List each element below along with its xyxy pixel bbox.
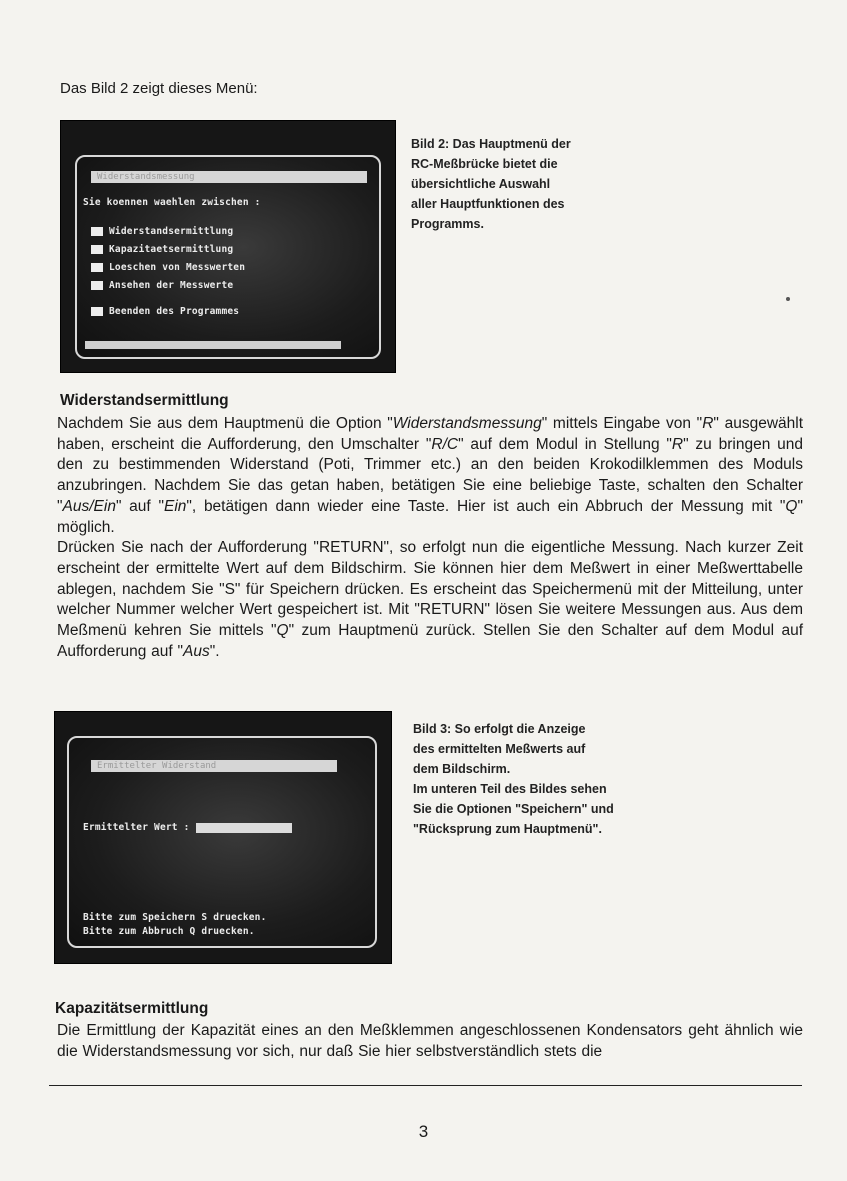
option-save: Bitte zum Speichern S druecken. [83, 912, 267, 923]
menu-item: Kapazitaetsermittlung [91, 243, 233, 255]
value-display [196, 823, 292, 833]
figure-caption-bild-3: Bild 3: So erfolgt die Anzeige des ermittelten Meßwerts auf dem Bildschirm. Im unteren Teil des Bildes sehen Sie die Optionen "Speichern" und "Rücksprung zum Hauptmenü". [413, 722, 614, 836]
crt-screen [75, 155, 381, 359]
section-heading-widerstandsermittlung: Widerstandsermittlung [60, 392, 229, 409]
menu-item: Widerstandsermittlung [91, 225, 233, 237]
page-number: 3 [418, 1122, 429, 1141]
figure-caption-bild-2: Bild 2: Das Hauptmenü der RC-Meßbrücke bietet die übersichtliche Auswahl aller Hauptfunktionen des Programms. [411, 137, 571, 231]
menu-item: Ansehen der Messwerte [91, 279, 233, 291]
menu-bullet-icon [91, 307, 103, 316]
menu-prompt: Sie koennen waehlen zwischen : [83, 197, 261, 208]
menu-bullet-icon [91, 227, 103, 236]
menu-bullet-icon [91, 263, 103, 272]
body-text-kapazitaet: Die Ermittlung der Kapazität eines an den Meßklemmen angeschlossenen Kondensators geht ähnlich wie die Widerstandsmessung vor sich, nur daß Sie hier selbstverständlich stets die [57, 1022, 803, 1060]
intro-text: Das Bild 2 zeigt dieses Menü: [60, 80, 258, 97]
footer-rule [49, 1085, 802, 1086]
section-heading-kapazitaetsermittlung: Kapazitätsermittlung [55, 1000, 209, 1017]
figure-measurement-photo [54, 711, 392, 964]
option-abort: Bitte zum Abbruch Q druecken. [83, 926, 255, 937]
print-speck [786, 297, 790, 301]
crt-status-bar [85, 341, 341, 349]
menu-bullet-icon [91, 245, 103, 254]
crt-title-bar: Ermittelter Widerstand [91, 760, 337, 772]
crt-screen [67, 736, 377, 948]
body-text-widerstand: Nachdem Sie aus dem Hauptmenü die Option "Widerstandsmessung" mittels Eingabe von "R" ausgewählt haben, erscheint die Aufforderung, den Umschalter "R/C" auf dem Modul in Stellung "R" zu bringen und den zu bestimmenden Widerstand (Poti, Trimmer etc.) an den beiden Krokodilklemmen des Moduls anzubringen. Nachdem Sie das getan haben, betätigen Sie eine beliebige Taste, schalten den Schalter "Aus/Ein" auf "Ein", betätigen dann wieder eine Taste. Hier ist auch ein Abbruch der Messung mit "Q" möglich. Drücken Sie nach der Aufforderung "RETURN", so erfolgt nun die eigentliche Messung. Nach kurzer Zeit erscheint der ermittelte Wert auf dem Bildschirm. Sie können hier dem Meßwert in einer Meßwerttabelle ablegen, nachdem Sie "S" für Speichern drücken. Es erscheint das Speichermenü mit der Mitteilung, unter welcher Nummer welcher Wert gespeichert ist. Mit "RETURN" lösen Sie weitere Messungen aus. Aus dem Meßmenü kehren Sie mittels "Q" zum Hauptmenü zurück. Stellen Sie den Schalter auf dem Modul auf Aufforderung auf "Aus". [57, 415, 804, 660]
menu-item: Beenden des Programmes [91, 305, 239, 317]
figure-main-menu-photo [60, 120, 396, 373]
crt-title-bar: Widerstandsmessung [91, 171, 367, 183]
menu-bullet-icon [91, 281, 103, 290]
menu-item: Loeschen von Messwerten [91, 261, 245, 273]
value-row: Ermittelter Wert : [83, 822, 292, 833]
